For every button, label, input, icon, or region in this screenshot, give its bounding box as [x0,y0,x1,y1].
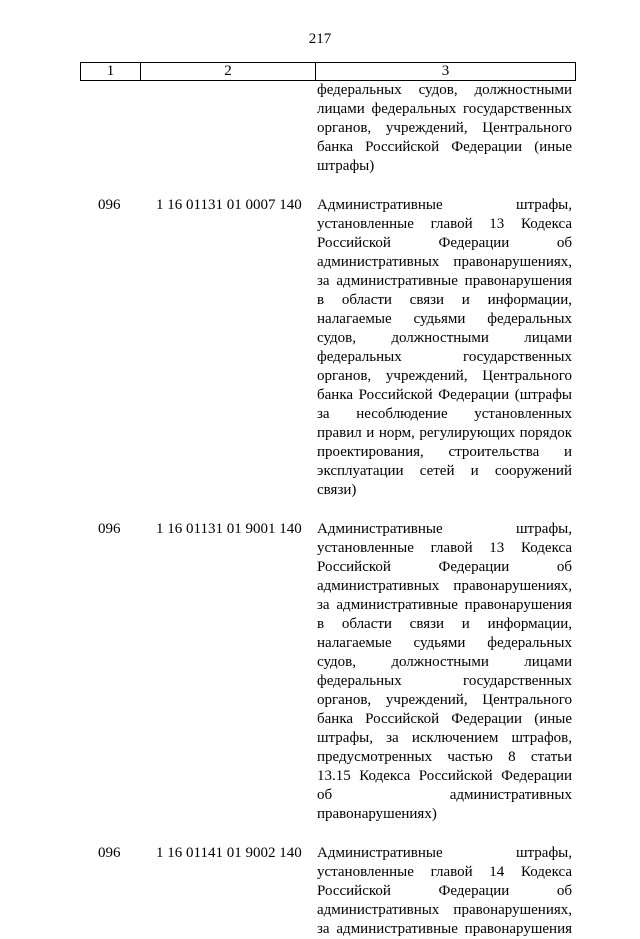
description-line: за несоблюдение установленных [317,406,572,422]
description-line: установленные главой 13 Кодекса [317,216,572,232]
description-line: федеральных государственных [317,349,572,365]
admin-code: 096 [98,521,121,537]
description-line: органов, учреждений, Центрального [317,120,572,136]
admin-code: 096 [98,197,121,213]
continuation-description [317,81,572,176]
description-line: предусмотренных частью 8 статьи [317,749,572,765]
description-line: штрафы) [317,158,375,174]
column-header-1: 1 [81,63,141,81]
description-line: Административные штрафы, [317,845,572,861]
description-line: штрафы, за исключением штрафов, [317,730,572,746]
description-line: за административные правонарушения [317,597,572,613]
description-line: установленные главой 13 Кодекса [317,540,572,556]
description-line: 13.15 Кодекса Российской Федерации [317,768,572,784]
description-line: федеральных государственных [317,673,572,689]
description-line: банка Российской Федерации (иные [317,139,572,155]
description-line: налагаемые судьями федеральных [317,311,572,327]
table-row [0,520,640,824]
description-line: в области связи и информации, [317,616,572,632]
table-row [0,196,640,500]
description-line: установленные главой 14 Кодекса [317,864,572,880]
description-line: банка Российской Федерации (иные [317,711,572,727]
description-line: Административные штрафы, [317,521,572,537]
description-line: административных правонарушениях, [317,254,572,270]
description-line: налагаемые судьями федеральных [317,635,572,651]
description-line: судов, должностными лицами [317,654,572,670]
description-line: проектирования, строительства и [317,444,572,460]
description-line: правил и норм, регулирующих порядок [317,425,572,441]
description-line: эксплуатации сетей и сооружений [317,463,572,479]
description-line: правонарушениях) [317,806,437,822]
description-line: в области связи и информации, [317,292,572,308]
table-body [0,81,640,939]
budget-classification-code: 1 16 01131 01 9001 140 [156,521,302,537]
description-line: административных правонарушениях, [317,902,572,918]
description-line: федеральных судов, должностными [317,82,572,98]
description-line: за административные правонарушения [317,273,572,289]
description-line: административных правонарушениях, [317,578,572,594]
description-line: судов, должностными лицами [317,330,572,346]
description-line: за административные правонарушения [317,921,572,937]
description-line: органов, учреждений, Центрального [317,692,572,708]
row-description [317,844,572,939]
row-description [317,520,572,824]
description-line: связи) [317,482,357,498]
table-row [0,844,640,939]
description-line: лицами федеральных государственных [317,101,572,117]
column-header-table [80,62,576,81]
page-number: 217 [308,31,332,47]
budget-classification-code: 1 16 01131 01 0007 140 [156,197,302,213]
description-line: банка Российской Федерации (штрафы [317,387,572,403]
description-line: об административных [317,787,572,803]
row-description [317,196,572,500]
description-line: органов, учреждений, Центрального [317,368,572,384]
description-line: Российской Федерации об [317,235,572,251]
column-header-3: 3 [316,63,576,81]
budget-classification-code: 1 16 01141 01 9002 140 [156,845,302,861]
column-header-2: 2 [141,63,316,81]
description-line: Российской Федерации об [317,559,572,575]
admin-code: 096 [98,845,121,861]
continuation-row [0,81,640,176]
column-header-row [81,63,576,81]
description-line: Российской Федерации об [317,883,572,899]
description-line: Административные штрафы, [317,197,572,213]
